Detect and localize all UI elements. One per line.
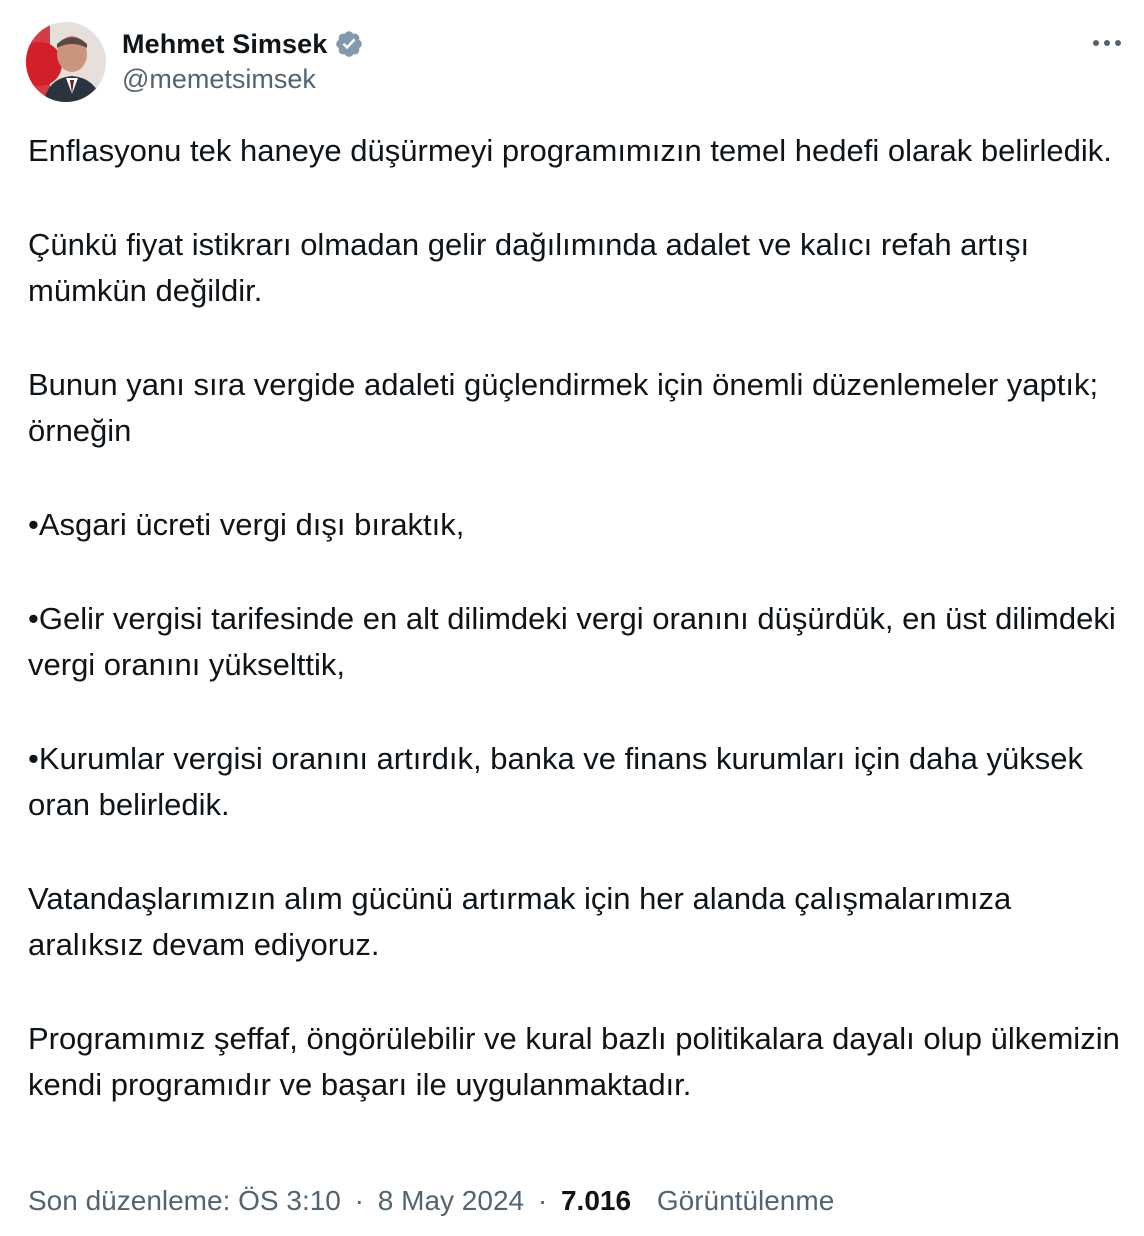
meta-separator: · xyxy=(537,1185,548,1216)
views-label: Görüntülenme xyxy=(656,1185,835,1216)
tweet-paragraph: Vatandaşlarımızın alım gücünü artırmak için her alanda çalışmalarımıza aralıksız devam ediyoruz. xyxy=(28,881,1012,962)
author-handle[interactable]: @memetsimsek xyxy=(122,64,316,94)
more-options-icon[interactable] xyxy=(1090,28,1124,58)
tweet-paragraph: Enflasyonu tek haneye düşürmeyi programımızın temel hedefi olarak belirledik. xyxy=(28,133,1112,168)
author-display-name[interactable]: Mehmet Simsek xyxy=(122,28,328,59)
tweet-paragraph: •Kurumlar vergisi oranını artırdık, banka ve finans kurumları için daha yüksek oran belirledik. xyxy=(28,741,1083,822)
tweet-metadata xyxy=(28,1185,834,1217)
tweet-paragraph: Bunun yanı sıra vergide adaleti güçlendirmek için önemli düzenlemeler yaptık; örneğin xyxy=(28,367,1099,448)
avatar[interactable] xyxy=(26,22,106,102)
tweet-paragraph: •Gelir vergisi tarifesinde en alt dilimdeki vergi oranını düşürdük, en üst dilimdeki vergi oranını yükselttik, xyxy=(28,601,1116,682)
meta-separator: · xyxy=(354,1185,364,1216)
profile-photo xyxy=(26,22,106,102)
tweet-paragraph: Çünkü fiyat istikrarı olmadan gelir dağılımında adalet ve kalıcı refah artışı mümkün değildir. xyxy=(28,227,1030,308)
tweet-paragraph: •Asgari ücreti vergi dışı bıraktık, xyxy=(28,507,465,542)
tweet-text xyxy=(28,128,1128,1108)
tweet-date[interactable]: 8 May 2024 xyxy=(377,1185,525,1216)
author-name-row xyxy=(122,24,364,64)
edited-timestamp-link[interactable]: Son düzenleme: ÖS 3:10 xyxy=(28,1185,341,1216)
views-count: 7.016 xyxy=(560,1185,632,1216)
tweet-paragraph: Programımız şeffaf, öngörülebilir ve kural bazlı politikalara dayalı olup ülkemizin kendi programıdır ve başarı ile uygulanmaktadır. xyxy=(28,1021,1120,1102)
verified-badge-icon[interactable] xyxy=(334,29,364,59)
